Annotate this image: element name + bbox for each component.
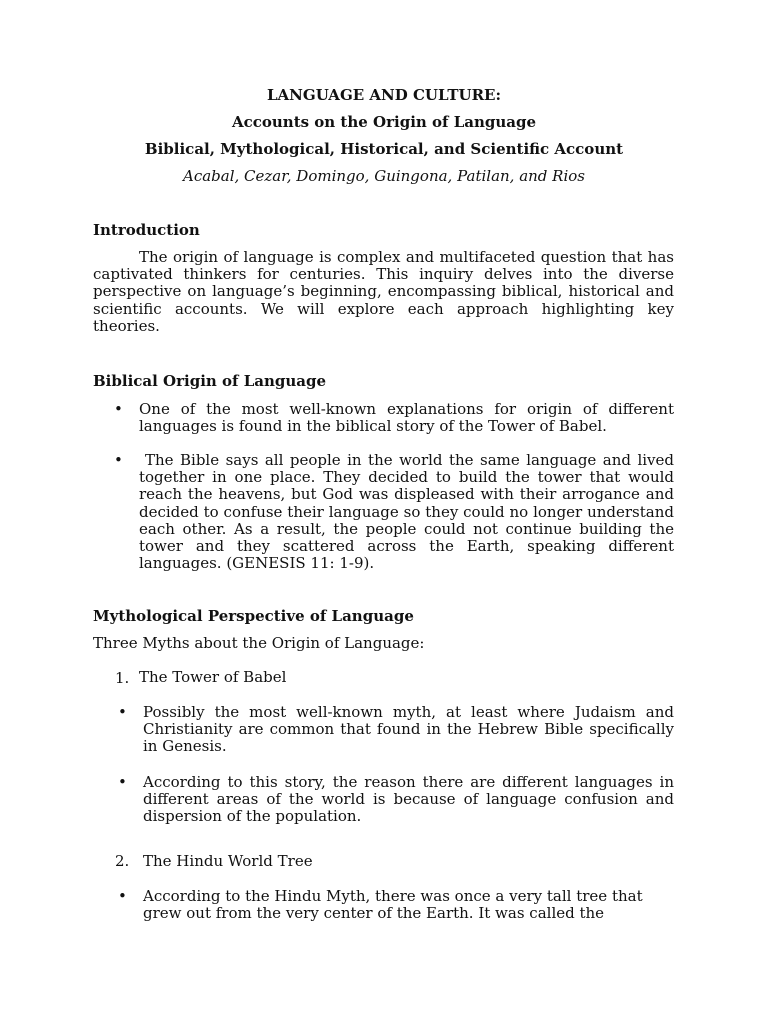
myth-item-1-title: The Tower of Babel <box>139 668 287 686</box>
document-title: LANGUAGE AND CULTURE: <box>266 86 502 104</box>
document-subtitle-2: Biblical, Mythological, Historical, and Scientific Account <box>144 140 624 158</box>
myth-item-1-bullet-1: Possibly the most well-known myth, at least where Judaism and Christianity are common that found in the Hebrew Bible specifically in Genesis. <box>143 703 674 756</box>
list-number: 1. <box>115 669 130 687</box>
biblical-bullet-1: One of the most well-known explanations for origin of different languages is found in the biblical story of the Tower of Babel. <box>139 400 674 436</box>
bullet-marker: • <box>118 773 127 791</box>
bullet-marker: • <box>118 703 127 721</box>
bullet-marker: • <box>114 451 123 469</box>
intro-heading: Introduction <box>93 221 200 239</box>
myth-item-2-bullet-1: According to the Hindu Myth, there was once a very tall tree that grew out from the very center of the Earth. It was called the <box>143 887 643 923</box>
list-number: 2. <box>115 852 130 870</box>
authors-line: Acabal, Cezar, Domingo, Guingona, Patilan, and Rios <box>182 167 585 185</box>
bullet-marker: • <box>118 887 127 905</box>
myth-heading: Mythological Perspective of Language <box>93 607 414 625</box>
intro-paragraph: The origin of language is complex and multifaceted question that has captivated thinkers for centuries. This inquiry delves into the diverse perspective on language’s beginning, encompassing biblical, historical and scientific accounts. We will explore each approach highlighting key theories. <box>93 248 674 335</box>
bullet-marker: • <box>114 400 123 418</box>
biblical-heading: Biblical Origin of Language <box>93 372 327 390</box>
myth-item-2-title: The Hindu World Tree <box>143 852 313 870</box>
biblical-bullet-2: The Bible says all people in the world the same language and lived together in one place. They decided to build the tower that would reach the heavens, but God was displeased with their arrogance and decided to confuse their language so they could no longer understand each other. As a result, the people could not continue building the tower and they scattered across the Earth, speaking different languages. (GENESIS 11: 1-9). <box>139 451 674 573</box>
myth-item-1-bullet-2: According to this story, the reason there are different languages in different areas of the world is because of language confusion and dispersion of the population. <box>143 773 674 826</box>
document-subtitle: Accounts on the Origin of Language <box>231 113 537 131</box>
myth-lead: Three Myths about the Origin of Language: <box>93 634 425 652</box>
